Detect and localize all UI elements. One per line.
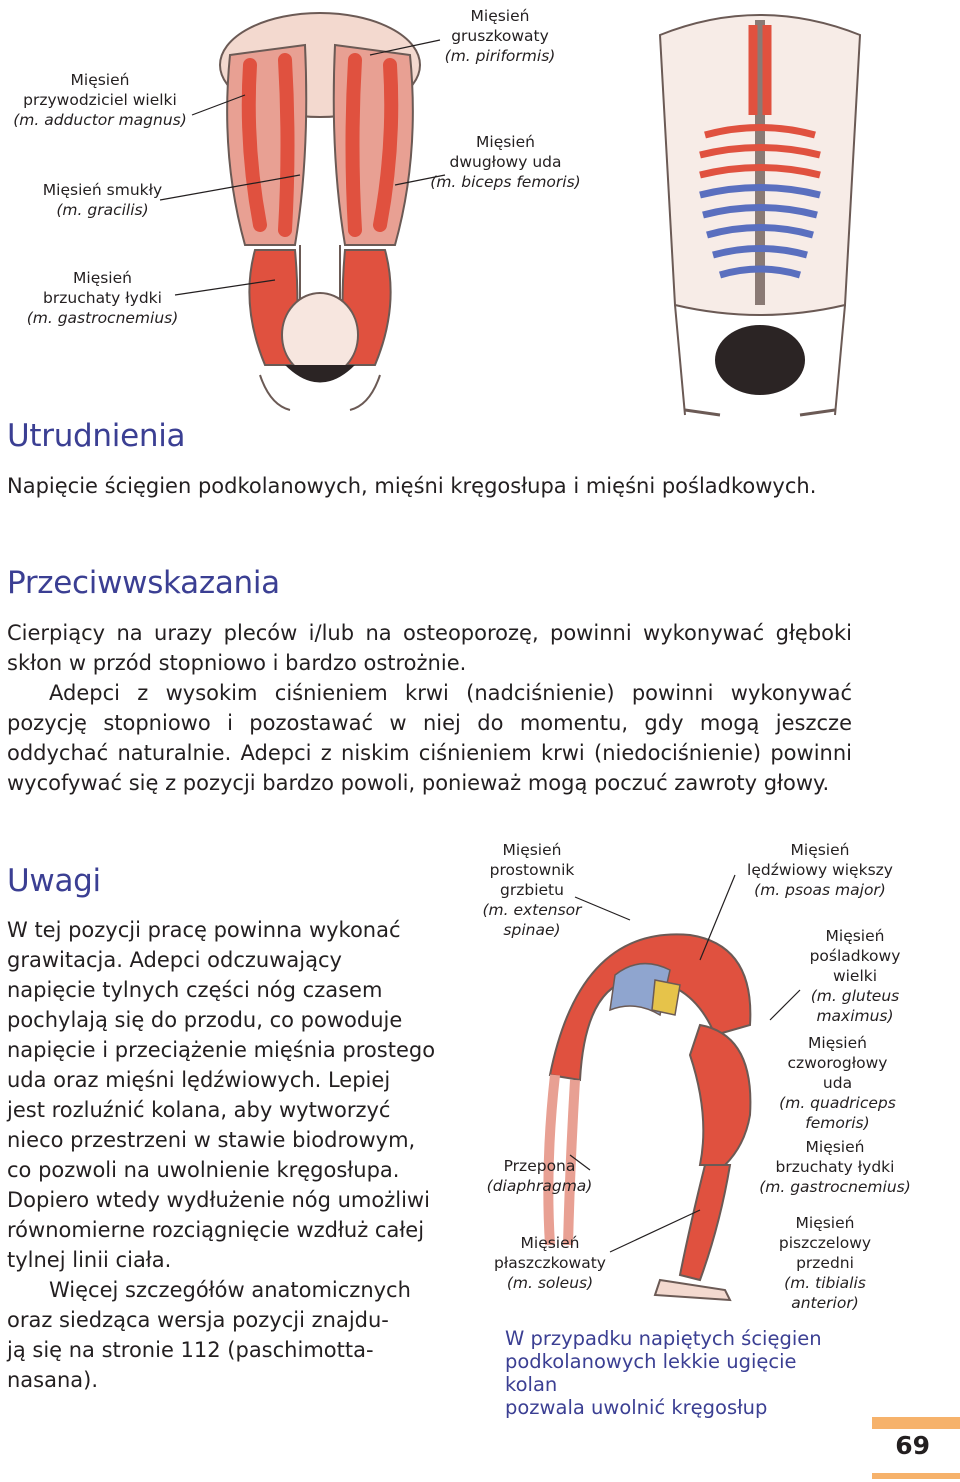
notes-line: uda oraz mięśni lędźwiowych. Lepiej [7, 1068, 391, 1092]
notes-line: nasana). [7, 1368, 99, 1392]
notes-line: pochylają się do przodu, co powoduje [7, 1008, 403, 1032]
label-biceps-femoris: Mięsień dwugłowy uda (m. biceps femoris) [430, 133, 581, 191]
label-gluteus-maximus: Mięsień pośladkowy wielki (m. gluteus maximus) [809, 927, 901, 1025]
page-number-tab [872, 1417, 960, 1482]
label-tibialis-anterior: Mięsień piszczelowy przedni (m. tibialis anterior) [778, 1214, 872, 1312]
label-soleus: Mięsień płaszczkowaty (m. soleus) [494, 1234, 606, 1292]
heading-utrudnienia: Utrudnienia [7, 418, 186, 454]
label-gastrocnemius-bottom: Mięsień brzuchaty łydki (m. gastrocnemius) [759, 1138, 911, 1196]
notes-line: ją się na stronie 112 (paschimotta- [7, 1338, 374, 1362]
notes-line: co pozwoli na uwolnienie kręgosłupa. [7, 1158, 400, 1182]
paragraph-przeciwwskazania [7, 618, 852, 798]
notes-line: jest rozluźnić kolana, aby wytworzyć [7, 1098, 391, 1122]
label-gastrocnemius-top: Mięsień brzuchaty łydki (m. gastrocnemius) [26, 269, 179, 327]
paragraph-utrudnienia: Napięcie ścięgien podkolanowych, mięśni kręgosłupa i mięśni pośladkowych. [7, 474, 817, 498]
page-number-accent-bar [872, 1417, 960, 1429]
heading-przeciwwskazania: Przeciwwskazania [7, 565, 280, 601]
notes-line: napięcie i przeciążenie mięśnia prostego [7, 1038, 436, 1062]
figure-caption: W przypadku napiętych ścięgien podkolanowych lekkie ugięcie kolan pozwala uwolnić kręgosłup [505, 1327, 822, 1419]
label-adductor-magnus: Mięsień przywodziciel wielki (m. adductor magnus) [13, 71, 187, 129]
page-number-underline [872, 1473, 960, 1479]
page-number: 69 [895, 1431, 930, 1460]
notes-line: Dopiero wtedy wydłużenie nóg umożliwi [7, 1188, 430, 1212]
heading-uwagi: Uwagi [7, 863, 101, 899]
label-quadriceps-femoris: Mięsień czworogłowy uda (m. quadriceps femoris) [779, 1034, 896, 1132]
contraindications-p1: Cierpiący na urazy pleców i/lub na osteoporozę, powinni wykonywać głęboki skłon w przód stopniowo i bardzo ostrożnie. [7, 621, 852, 675]
notes-line: nieco przestrzeni w stawie biodrowym, [7, 1128, 416, 1152]
label-erector-spinae: Mięsień prostownik grzbietu (m. extensor spinae) [482, 841, 582, 939]
notes-line: grawitacja. Adepci odczuwający [7, 948, 342, 972]
contraindications-p2: Adepci z wysokim ciśnieniem krwi (nadciśnienie) powinni wykonywać pozycję stopniowo i pozostawać w niej do momentu, gdy mogą jeszcze oddychać naturalnie. Adepci z niskim ciśnieniem krwi (niedociśnienie) powinni wycofywać się z pozycji bardzo powoli, ponieważ mogą poczuć zawroty głowy. [7, 681, 852, 795]
notes-line: W tej pozycji pracę powinna wykonać [7, 918, 401, 942]
label-piriformis: Mięsień gruszkowaty (m. piriformis) [444, 7, 556, 65]
notes-line: równomierne rozciągnięcie wzdłuż całej [7, 1218, 425, 1242]
label-diaphragm: Przepona (diaphragma) [486, 1157, 593, 1195]
notes-line: napięcie tylnych części nóg czasem [7, 978, 383, 1002]
notes-line: oraz siedząca wersja pozycji znajdu- [7, 1308, 389, 1332]
notes-line: tylnej linii ciała. [7, 1248, 172, 1272]
notes-line: Więcej szczegółów anatomicznych [49, 1278, 411, 1302]
label-gracilis: Mięsień smukły (m. gracilis) [42, 181, 163, 219]
label-psoas-major: Mięsień lędźwiowy większy (m. psoas major) [747, 841, 893, 899]
